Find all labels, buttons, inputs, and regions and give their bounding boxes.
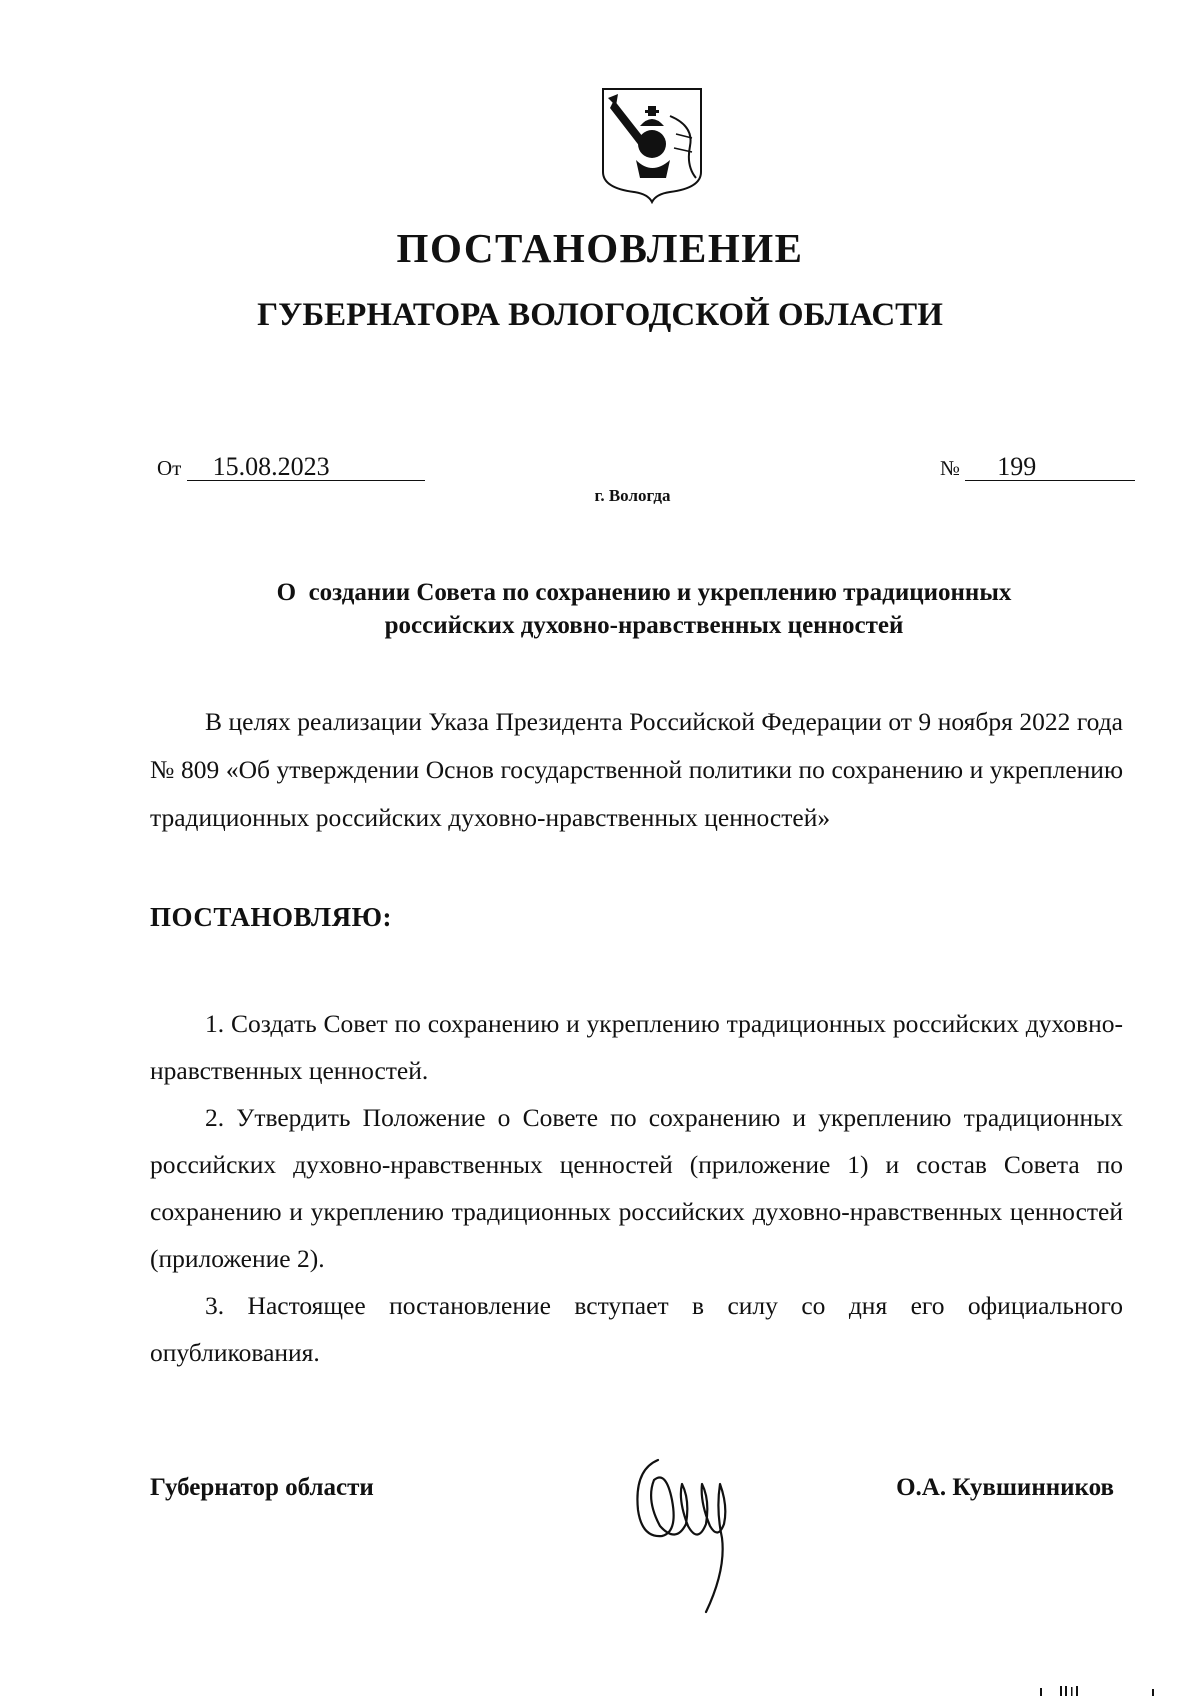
document-title: ПОСТАНОВЛЕНИЕ [396,225,804,271]
number-label: № [940,456,961,480]
date-value: 15.08.2023 [187,453,425,481]
subject-line-1: О создании Совета по сохранению и укреплению традиционных [276,579,1012,606]
decree-word: ПОСТАНОВЛЯЮ: [150,902,392,932]
decree-item-3: 3. Настоящее постановление вступает в силу со дня его официального опубликования. [150,1291,1123,1367]
scan-artifact-icon [1040,1684,1190,1696]
signatory-name: О.А. Кувшинников [896,1474,1114,1501]
coat-of-arms-icon [600,86,704,204]
handwritten-signature-icon [628,1440,738,1620]
decree-items [150,1000,1123,1376]
signatory-position: Губернатор области [150,1474,374,1501]
basis-paragraph: В целях реализации Указа Президента Российской Федерации от 9 ноября 2022 года № 809 «Об утверждении Основ государственной политики по сохранению и укреплению традиционных российских духовно-нравственных ценностей» [150,707,1123,832]
number-block [940,453,1135,481]
number-value: 199 [965,453,1135,481]
document-issuer: ГУБЕРНАТОРА ВОЛОГОДСКОЙ ОБЛАСТИ [257,297,943,333]
city-label: г. Вологда [594,486,671,505]
decree-item-2: 2. Утвердить Положение о Совете по сохранению и укреплению традиционных российских духовно-нравственных ценностей (приложение 1) и состав Совета по сохранению и укреплению традиционных российских духовно-нравственных ценностей (приложение 2). [150,1103,1123,1273]
date-label: От [157,456,182,480]
subject-line-2: российских духовно-нравственных ценностей [384,612,904,639]
date-block [157,453,425,481]
document-subject [150,576,1138,642]
decree-item-1: 1. Создать Совет по сохранению и укреплению традиционных российских духовно-нравственных ценностей. [150,1009,1123,1085]
